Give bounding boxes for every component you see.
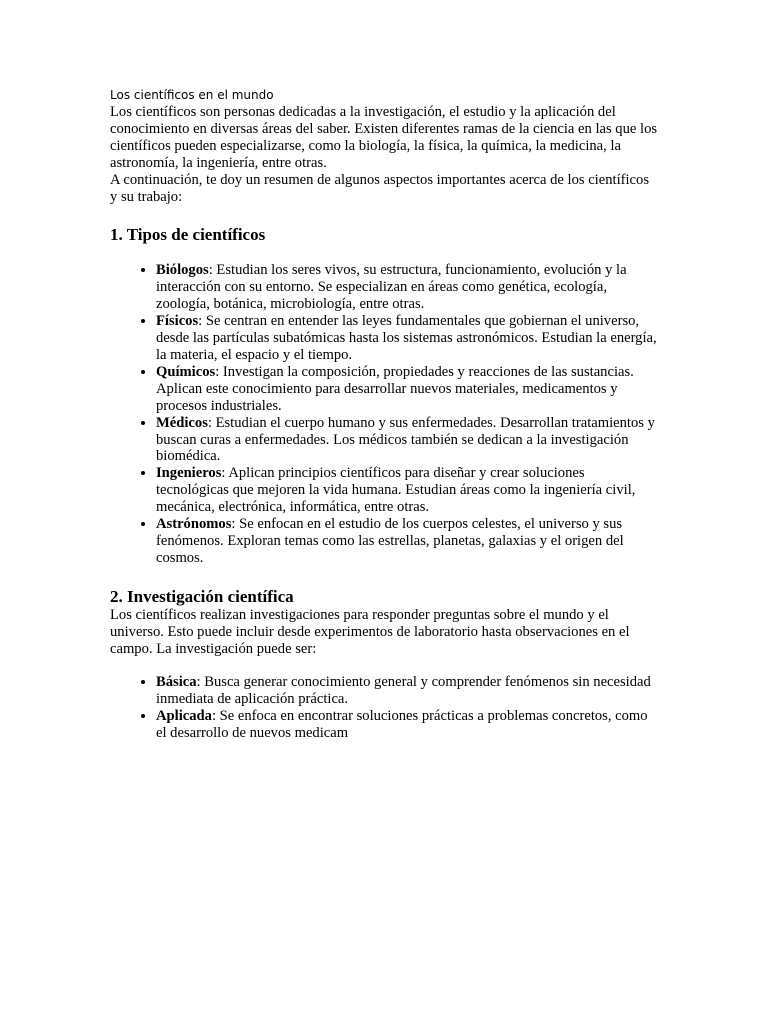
list-item	[156, 313, 658, 364]
list-item-term: Físicos	[156, 313, 199, 330]
list-item-text: : Investigan la composición, propiedades y reacciones de las sustancias. Aplican este conocimiento para desarrollar nuevos materiales, medicamentos y procesos industriales.	[156, 363, 634, 414]
list-item-text: : Se enfocan en el estudio de los cuerpos celestes, el universo y sus fenómenos. Exploran temas como las estrellas, planetas, galaxias y el origen del cosmos.	[156, 516, 624, 566]
document-title: Los científicos en el mundo	[110, 88, 274, 102]
intro-paragraph: Los científicos son personas dedicadas a la investigación, el estudio y la aplicación del conocimiento en diversas áreas del saber. Existen diferentes ramas de la ciencia en las que los científicos pueden especializarse, como la biología, la física, la química, la medicina, la astronomía, la ingeniería, entre otras.	[110, 104, 658, 171]
section-paragraph: Los científicos realizan investigaciones para responder preguntas sobre el mundo y el universo. Esto puede incluir desde experimentos de laboratorio hasta observaciones en el campo. La investigación puede ser:	[110, 606, 630, 657]
list-item-text: : Se enfoca en encontrar soluciones prácticas a problemas concretos, como el desarrollo de nuevos medicam	[156, 708, 648, 742]
list-item-term: Básica	[156, 674, 197, 691]
intro-paragraph: A continuación, te doy un resumen de algunos aspectos importantes acerca de los científicos y su trabajo:	[110, 171, 649, 205]
research-types-list	[110, 674, 658, 742]
list-item-term: Aplicada	[156, 708, 212, 725]
scientist-types-list	[110, 262, 658, 566]
section-heading: 2. Investigación científica	[110, 586, 294, 606]
list-item	[156, 516, 658, 567]
document-body	[110, 104, 658, 742]
list-item	[156, 465, 658, 516]
list-item-text: : Aplican principios científicos para diseñar y crear soluciones tecnológicas que mejoren la vida humana. Estudian áreas como la ingeniería civil, mecánica, electrónica, informática, entre otras.	[156, 465, 636, 516]
section-heading: 1. Tipos de científicos	[110, 225, 266, 245]
list-item	[156, 674, 658, 708]
list-item-term: Astrónomos	[156, 516, 232, 533]
list-item-text: : Busca generar conocimiento general y comprender fenómenos sin necesidad inmediata de aplicación práctica.	[156, 674, 651, 708]
list-item-text: : Se centran en entender las leyes fundamentales que gobiernan el universo, desde las partículas subatómicas hasta los sistemas astronómicos. Estudian la energía, la materia, el espacio y el tiempo.	[156, 313, 657, 363]
list-item	[156, 415, 658, 466]
list-item-term: Biólogos	[156, 262, 209, 279]
list-item-term: Químicos	[156, 363, 216, 380]
list-item	[156, 262, 658, 313]
list-item	[156, 364, 658, 415]
document-page	[110, 86, 658, 742]
list-item-term: Médicos	[156, 414, 208, 431]
list-item-text: : Estudian los seres vivos, su estructura, funcionamiento, evolución y la interacción con su entorno. Se especializan en áreas como genética, ecología, zoología, botánica, microbiología, entre otras.	[156, 262, 627, 313]
list-item-term: Ingenieros	[156, 465, 222, 482]
list-item-text: : Estudian el cuerpo humano y sus enfermedades. Desarrollan tratamientos y buscan curas a enfermedades. Los médicos también se dedican a la investigación biomédica.	[156, 414, 655, 465]
list-item	[156, 708, 658, 742]
